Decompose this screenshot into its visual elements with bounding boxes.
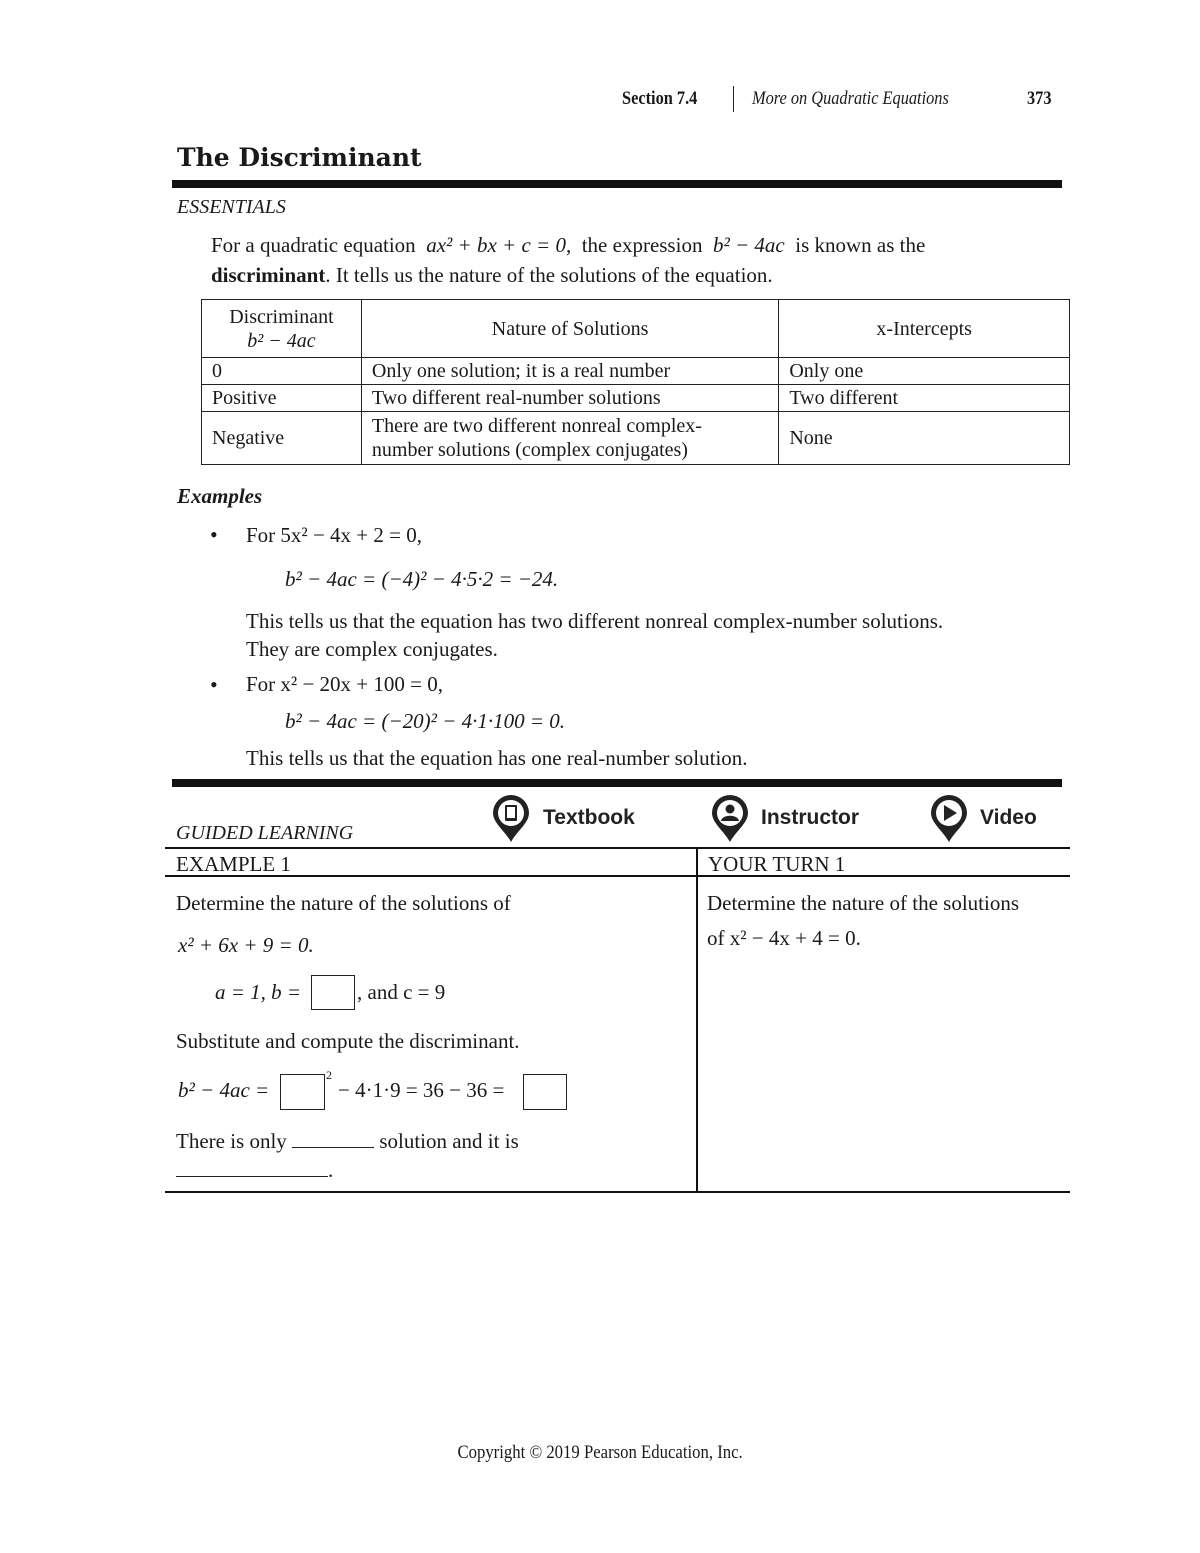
examples-heading: Examples <box>177 484 263 508</box>
table-cell: Positive <box>202 385 362 412</box>
section-number: Section 7.4 <box>622 88 698 109</box>
answer-blank-type[interactable] <box>176 1176 328 1177</box>
copyright-footer <box>0 1442 1200 1464</box>
example-1-conclusion: This tells us that the equation has two different nonreal complex-number solutions. <box>246 609 944 633</box>
nature-line: There are two different nonreal complex- <box>371 415 702 437</box>
essentials-text: . It tells us the nature of the solutions of the equation. <box>325 263 773 287</box>
conclusion-line <box>176 1129 519 1154</box>
table-cell: None <box>779 412 1070 465</box>
coefficients-text <box>357 980 445 1005</box>
table-cell: Only one <box>779 358 1070 385</box>
example-2-conclusion: This tells us that the equation has one real-number solution. <box>246 746 748 770</box>
example-equation: x² + 6x + 9 = 0. <box>178 933 314 957</box>
your-turn-prompt: Determine the nature of the solutions <box>707 891 1019 915</box>
essentials-text: the expression <box>581 233 703 257</box>
textbook-link[interactable]: Textbook <box>543 806 635 829</box>
table-header-cell: x-Intercepts <box>779 300 1070 358</box>
table-cell: 0 <box>202 358 362 385</box>
example-2-calculation: b² − 4ac = (−20)² − 4·1·100 = 0. <box>285 709 566 733</box>
instructor-icon[interactable] <box>710 795 750 843</box>
video-link[interactable]: Video <box>980 806 1037 829</box>
example-header: EXAMPLE 1 <box>176 852 291 876</box>
table-row <box>202 385 1070 412</box>
essentials-label: ESSENTIALS <box>177 196 286 218</box>
conclusion-text: solution and it is <box>379 1129 519 1153</box>
table-row <box>202 358 1070 385</box>
table-cell: Only one solution; it is a real number <box>361 358 778 385</box>
section-title: More on Quadratic Equations <box>752 88 949 109</box>
squared-exponent: 2 <box>326 1068 332 1082</box>
answer-box-discriminant[interactable] <box>523 1074 567 1110</box>
table-cell <box>361 412 778 465</box>
essentials-text: is known as the <box>795 233 926 257</box>
example-1-equation: For 5x² − 4x + 2 = 0, <box>246 523 422 547</box>
table-cell: Two different real-number solutions <box>361 385 778 412</box>
instructor-link[interactable]: Instructor <box>761 806 860 829</box>
your-turn-equation: of x² − 4x + 4 = 0. <box>707 926 861 950</box>
guided-learning-label: GUIDED LEARNING <box>176 822 354 844</box>
header-discriminant: Discriminant <box>229 305 334 328</box>
essentials-line-1 <box>211 233 925 258</box>
discriminant-computation: − 4·1·9 = 36 − 36 = <box>338 1078 505 1102</box>
coefficients-text: a = 1, b = <box>215 980 302 1004</box>
grid-line <box>165 1191 1070 1193</box>
conclusion-line-2: . <box>176 1158 333 1183</box>
grid-line <box>165 847 1070 849</box>
table-header-cell <box>202 300 362 358</box>
page-title: The Discriminant <box>177 143 422 172</box>
discriminant-term: discriminant <box>211 263 326 287</box>
bullet-icon: • <box>210 522 218 547</box>
table-cell: Two different <box>779 385 1070 412</box>
coefficients-tail: , and c = 9 <box>357 980 446 1004</box>
essentials-line-2 <box>211 263 773 288</box>
essentials-text: For a quadratic equation <box>211 233 416 257</box>
header-divider <box>733 86 734 112</box>
your-turn-header: YOUR TURN 1 <box>708 852 846 876</box>
grid-divider <box>696 847 698 1193</box>
conclusion-text: There is only <box>176 1129 287 1153</box>
discriminant-expression: b² − 4ac <box>712 233 785 257</box>
running-header <box>0 88 1200 118</box>
quadratic-equation: ax² + bx + c = 0, <box>426 233 572 257</box>
answer-box-b-squared[interactable] <box>280 1074 325 1110</box>
table-header-cell: Nature of Solutions <box>361 300 778 358</box>
title-rule <box>172 180 1062 188</box>
section-rule <box>172 779 1062 787</box>
example-1-conclusion: They are complex conjugates. <box>246 637 498 661</box>
discriminant-formula: b² − 4ac = <box>178 1078 270 1102</box>
bullet-icon: • <box>210 672 218 697</box>
copyright-text: Copyright © 2019 Pearson Education, Inc. <box>457 1442 743 1463</box>
page-number: 373 <box>1027 88 1052 109</box>
nature-line: number solutions (complex conjugates) <box>371 439 688 461</box>
answer-box-b[interactable] <box>311 975 355 1010</box>
discriminant-table <box>201 299 1070 465</box>
substitute-instruction: Substitute and compute the discriminant. <box>176 1029 520 1053</box>
example-1-calculation: b² − 4ac = (−4)² − 4·5·2 = −24. <box>285 567 559 591</box>
answer-blank-count[interactable] <box>292 1147 374 1148</box>
grid-line <box>165 875 1070 877</box>
textbook-icon[interactable] <box>491 795 531 843</box>
example-2-equation: For x² − 20x + 100 = 0, <box>246 672 443 696</box>
video-icon[interactable] <box>929 795 969 843</box>
table-header-row <box>202 300 1070 358</box>
header-expression: b² − 4ac <box>247 329 316 352</box>
table-row <box>202 412 1070 465</box>
example-prompt: Determine the nature of the solutions of <box>176 891 511 915</box>
table-cell: Negative <box>202 412 362 465</box>
